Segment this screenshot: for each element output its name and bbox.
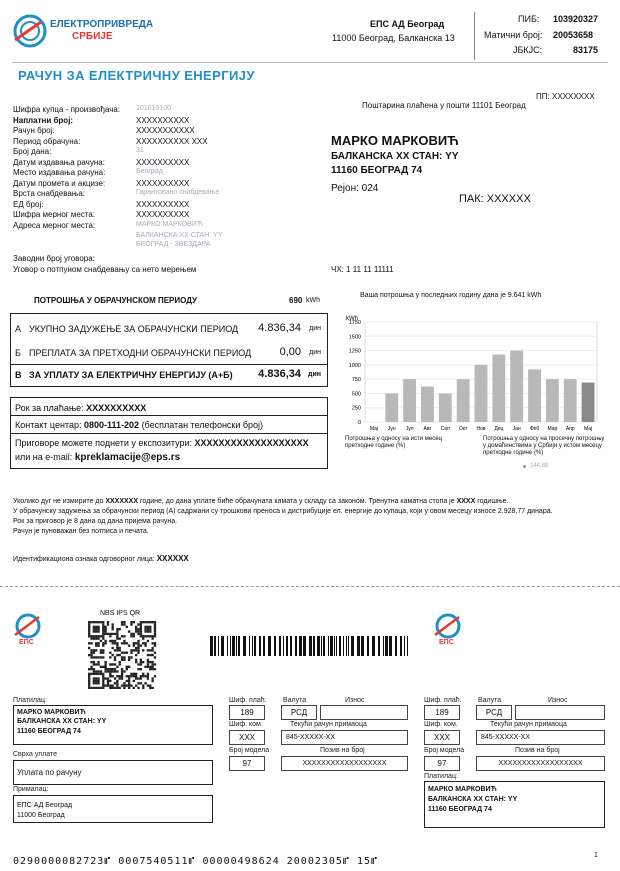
interest-note: Уколико дуг не измирите до XXXXXXX године, до дана уплате биће обрачуната камата у складу са законом. Тренутна каматна стопа је XXXX годишње. <box>13 498 509 505</box>
summary-row: А УКУПНО ЗАДУЖЕЊЕ ЗА ОБРАЧУНСКИ ПЕРИОД 4.836,34 дин <box>15 322 321 334</box>
meter-address-2: БАЛКАНСКА XX СТАН: YY <box>136 232 223 239</box>
chart-bar <box>492 355 505 422</box>
header-divider <box>474 12 475 60</box>
qr-label: NBS IPS QR <box>100 610 141 617</box>
qr-code <box>88 621 158 689</box>
detail-value: XXXXXXXXXXX <box>136 126 195 135</box>
slip-logo-text: ЕПС <box>19 639 34 646</box>
summary-row: Б ПРЕПЛАТА ЗА ПРЕТХОДНИ ОБРАЧУНСКИ ПЕРИОД 0,00 дин <box>15 346 321 358</box>
x-tick-label: Апр <box>565 426 575 432</box>
detail-label: Датум промета и акцизе: <box>13 178 106 188</box>
detail-label: Место издавања рачуна: <box>13 168 106 177</box>
chart-note-2: Потрошња у односу на просечну потрошњу у домаћинствима у Србији у истом месецу претходне године (%) <box>483 436 605 456</box>
acct-code-field[interactable]: XXX <box>229 730 265 745</box>
chart-bar <box>385 393 398 422</box>
complaint-value: XXXXXXXXXXXXXXXXXXX <box>194 438 309 448</box>
contact-note: (бесплатан телефонски број) <box>141 420 264 430</box>
detail-label: Број дана: <box>13 147 52 156</box>
detail-value: XXXXXXXXXX <box>136 178 190 188</box>
y-tick-label: 750 <box>351 377 361 384</box>
y-tick-label: 250 <box>351 405 361 412</box>
ref-field[interactable]: XXXXXXXXXXXXXXXXXX <box>281 756 408 771</box>
contact-value: 0800-111-202 <box>83 420 140 430</box>
detail-label: Период обрачуна: <box>13 136 81 146</box>
recipient-name: МАРКО МАРКОВИЋ <box>331 133 459 148</box>
ocr-line: 0290000082723⑈ 0007540511⑈ 00000498624 20002305⑈ 15⑈ <box>13 856 378 867</box>
payer-box: МАРКО МАРКОВИЋ БАЛКАНСКА XX СТАН: YY 11160 БЕОГРАД 74 <box>13 705 213 745</box>
pib-label: ПИБ: <box>518 14 540 24</box>
chart-bar <box>528 369 541 422</box>
detail-value: XXXXXXXXXX XXX <box>136 136 208 146</box>
purpose-label: Сврха уплате <box>13 751 57 758</box>
postage-note: Поштарина плаћена у пошти 11101 Београд <box>362 101 526 110</box>
meter-address-3: БЕОГРАД - ЗВЕЗДАРА <box>136 241 211 248</box>
due-value: XXXXXXXXXX <box>86 403 147 413</box>
detail-label: Шифра купца - произвођача: <box>13 105 121 114</box>
payer-label-right: Платилац: <box>424 773 458 780</box>
detail-value: XXXXXXXXXX <box>136 199 190 209</box>
validity-note: Рачун је пуноважан без потписа и печата. <box>13 528 149 535</box>
complaint-label: Приговоре можете поднети у експозитури: <box>15 438 193 448</box>
x-tick-label: Авг <box>423 426 432 432</box>
code-field[interactable]: 189 <box>229 705 265 720</box>
slip-recipient-box: ЕПС АД Београд 11000 Београд <box>13 795 213 823</box>
detail-label: Рачун број: <box>13 126 55 135</box>
payment-box <box>10 397 328 469</box>
x-tick-label: Јул <box>405 426 414 432</box>
chart-bar <box>546 379 559 422</box>
detail-label: Шифра мерног места: <box>13 210 96 219</box>
x-tick-label: Јан <box>512 426 521 432</box>
page-number: 1 <box>594 852 598 859</box>
x-tick-label: Феб <box>529 426 540 432</box>
header-rule <box>12 62 608 63</box>
company-name: ЕЛЕКТРОПРИВРЕДА <box>50 19 154 30</box>
pib-value: 103920327 <box>553 14 599 24</box>
payer-box-right: МАРКО МАРКОВИЋ БАЛКАНСКА XX СТАН: YY 11160 БЕОГРАД 74 <box>424 781 605 828</box>
y-tick-label: 500 <box>351 391 361 398</box>
eps-logo <box>13 14 47 48</box>
x-tick-label: Дец <box>494 426 504 432</box>
payer-label: Платилац: <box>13 697 47 704</box>
account-field[interactable]: 845-XXXXX-XX <box>281 730 408 745</box>
currency-field-right[interactable]: РСД <box>476 705 512 720</box>
recipient-street: БАЛКАНСКА XX СТАН: YY <box>331 151 459 162</box>
contact-label: Контакт центар: <box>15 420 82 430</box>
recipient-label: Прималац: <box>13 786 49 793</box>
pp-value: XXXXXXXX <box>552 92 595 101</box>
mb-label: Матични број: <box>484 30 543 40</box>
amount-field-right[interactable] <box>515 705 605 720</box>
slip-logo <box>13 613 43 647</box>
x-tick-label: Нов <box>476 426 486 432</box>
detail-label: Адреса мерног места: <box>13 220 96 230</box>
currency-field[interactable]: РСД <box>281 705 317 720</box>
chart-bar <box>564 379 577 422</box>
summary-row-total: В ЗА УПЛАТУ ЗА ЕЛЕКТРИЧНУ ЕНЕРГИЈУ (А+Б) 4.836,34 дин <box>15 368 321 380</box>
consumption-chart <box>340 308 610 438</box>
recipient-pak: ПАК: XXXXXX <box>459 193 531 205</box>
y-tick-label: 1250 <box>348 348 361 355</box>
detail-label: Наплатни број: <box>13 115 74 125</box>
detail-value: Гарантовано снабдевање <box>136 189 220 196</box>
issuer-address: 11000 Београд, Балканска 13 <box>332 33 455 43</box>
x-tick-label: Мај <box>369 426 378 432</box>
detail-label: ЕД број: <box>13 199 44 209</box>
transfer-note: У обрачунску задужења за обрачунски период (А) садржани су трошкови преноса и дистрибуције ел. енергије до купаца, који у овом месецу износе 2.928,77 динара. <box>13 508 553 515</box>
complaint-term-note: Рок за приговор је 8 дана од дана пријема рачуна. <box>13 518 178 525</box>
detail-value: XXXXXXXXXX <box>136 210 190 219</box>
chart-bar <box>439 393 452 422</box>
ref-field-right[interactable]: XXXXXXXXXXXXXXXXXX <box>476 756 605 771</box>
x-tick-label: Јун <box>387 426 396 432</box>
detail-value: 101010100 <box>136 105 172 112</box>
code-field-right[interactable]: 189 <box>424 705 460 720</box>
x-tick-label: Сеп <box>440 426 450 432</box>
consumption-value: 690 <box>289 296 303 305</box>
detail-value: XXXXXXXXXX <box>136 157 190 167</box>
details-list <box>13 105 253 240</box>
chart-note-1: Потрошња у односу на исти месец претходне године (%) <box>345 436 442 449</box>
slip-logo-right: ЕПС <box>433 613 463 647</box>
jbkjs-label: ЈБКЈС: <box>513 45 543 55</box>
x-tick-label: Мар <box>547 426 558 432</box>
amount-field[interactable] <box>320 705 408 720</box>
chart-bar <box>421 387 434 422</box>
chart-note-2-value: 144,88 <box>530 463 549 469</box>
y-tick-label: 0 <box>357 420 361 426</box>
barcode <box>210 636 410 656</box>
x-tick-label: Мај <box>584 426 593 432</box>
pp-label: ПП: <box>536 92 550 101</box>
detail-value: 31 <box>136 147 144 154</box>
company-name-2: СРБИЈЕ <box>72 31 113 42</box>
detail-label: Врста снабдевања: <box>13 189 86 198</box>
due-label: Рок за плаћање: <box>15 403 84 413</box>
chart-bar <box>475 365 488 422</box>
contract-type: Уговор о потпуном снабдевању са нето мерењем <box>13 265 197 274</box>
y-tick-label: 1500 <box>348 334 361 341</box>
x-tick-label: Окт <box>458 426 468 432</box>
issuer-name: ЕПС АД Београд <box>370 19 445 29</box>
summary-divider <box>10 364 328 365</box>
y-tick-label: 1000 <box>348 362 361 369</box>
summary-box <box>10 313 328 387</box>
cut-line <box>0 586 620 587</box>
doc-title: РАЧУН ЗА ЕЛЕКТРИЧНУ ЕНЕРГИЈУ <box>18 68 255 83</box>
email-link[interactable]: kpreklamacije@eps.rs <box>74 452 181 463</box>
chart-bar <box>582 383 595 422</box>
recipient-region: Рејон: 024 <box>331 183 379 194</box>
chart-bar <box>403 379 416 422</box>
jbkjs-value: 83175 <box>573 45 599 55</box>
chart-title: Ваша потрошња у последњих годину дана је 9.641 kWh <box>360 292 542 299</box>
acct-code-field-right[interactable]: XXX <box>424 730 460 745</box>
detail-value: МАРКО МАРКОВИЋ <box>136 220 203 228</box>
contract-number: Заводни број уговора: <box>13 254 95 263</box>
consumption-label: ПОТРОШЊА У ОБРАЧУНСКОМ ПЕРИОДУ <box>34 296 198 305</box>
chart-bar <box>457 379 470 422</box>
mb-value: 20053658 <box>553 30 594 40</box>
detail-label: Датум издавања рачуна: <box>13 157 105 167</box>
y-axis-label: kWh <box>346 316 358 322</box>
account-field-right[interactable]: 845-XXXXX-XX <box>476 730 605 745</box>
detail-value: Београд <box>136 168 163 175</box>
recipient-city: 11160 БЕОГРАД 74 <box>331 165 423 176</box>
bullet-icon <box>523 465 526 468</box>
ch-number: ЧХ: 1 11 11 11111 <box>331 265 394 274</box>
detail-value: XXXXXXXXXX <box>136 115 190 125</box>
consumption-unit: kWh <box>306 297 320 304</box>
y-tick-label: 1750 <box>348 320 361 326</box>
model-field-right[interactable]: 97 <box>424 756 460 771</box>
email-label: или на e-mail: <box>15 452 73 462</box>
purpose-box: Уплата по рачуну <box>13 760 213 785</box>
chart-bar <box>510 351 523 422</box>
id-note: Идентификациона ознака одговорног лица: XXXXXX <box>13 554 189 563</box>
model-field[interactable]: 97 <box>229 756 265 771</box>
